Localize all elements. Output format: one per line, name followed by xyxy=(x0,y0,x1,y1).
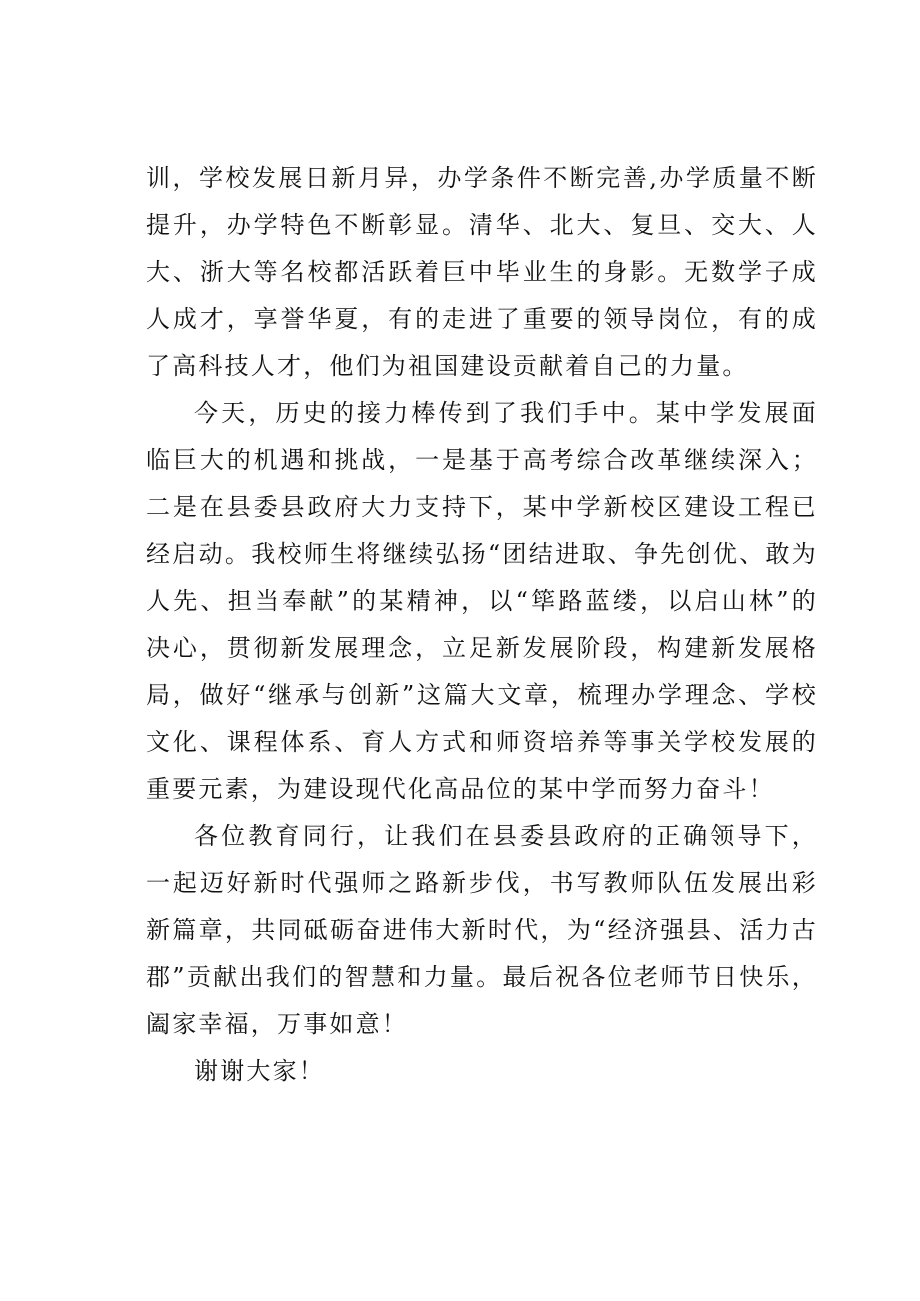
paragraph-1: 训，学校发展日新月异，办学条件不断完善,办学质量不断提升，办学特色不断彰显。清华、北大、复旦、交大、人大、浙大等名校都活跃着巨中毕业生的身影。无数学子成人成才，享誉华夏，有的走进了重要的领导岗位，有的成了高科技人才，他们为祖国建设贡献着自己的力量。 xyxy=(146,164,818,380)
paragraph-2: 今天，历史的接力棒传到了我们手中。某中学发展面临巨大的机遇和挑战，一是基于高考综合改革继续深入；二是在县委县政府大力支持下，某中学新校区建设工程已经启动。我校师生将继续弘扬“团结进取、争先创优、敢为人先、担当奉献”的某精神，以“筚路蓝缕，以启山林”的决心，贯彻新发展理念，立足新发展阶段，构建新发展格局，做好“继承与创新”这篇大文章，梳理办学理念、学校文化、课程体系、育人方式和师资培养等事关学校发展的重要元素，为建设现代化高品位的某中学而努力奋斗！ xyxy=(146,399,818,803)
document-body xyxy=(146,155,818,1095)
paragraph-3: 各位教育同行，让我们在县委县政府的正确领导下，一起迈好新时代强师之路新步伐，书写教师队伍发展出彩新篇章，共同砥砺奋进伟大新时代，为“经济强县、活力古郡”贡献出我们的智慧和力量。最后祝各位老师节日快乐，阖家幸福，万事如意！ xyxy=(146,822,818,1038)
paragraph-4: 谢谢大家！ xyxy=(194,1057,325,1085)
